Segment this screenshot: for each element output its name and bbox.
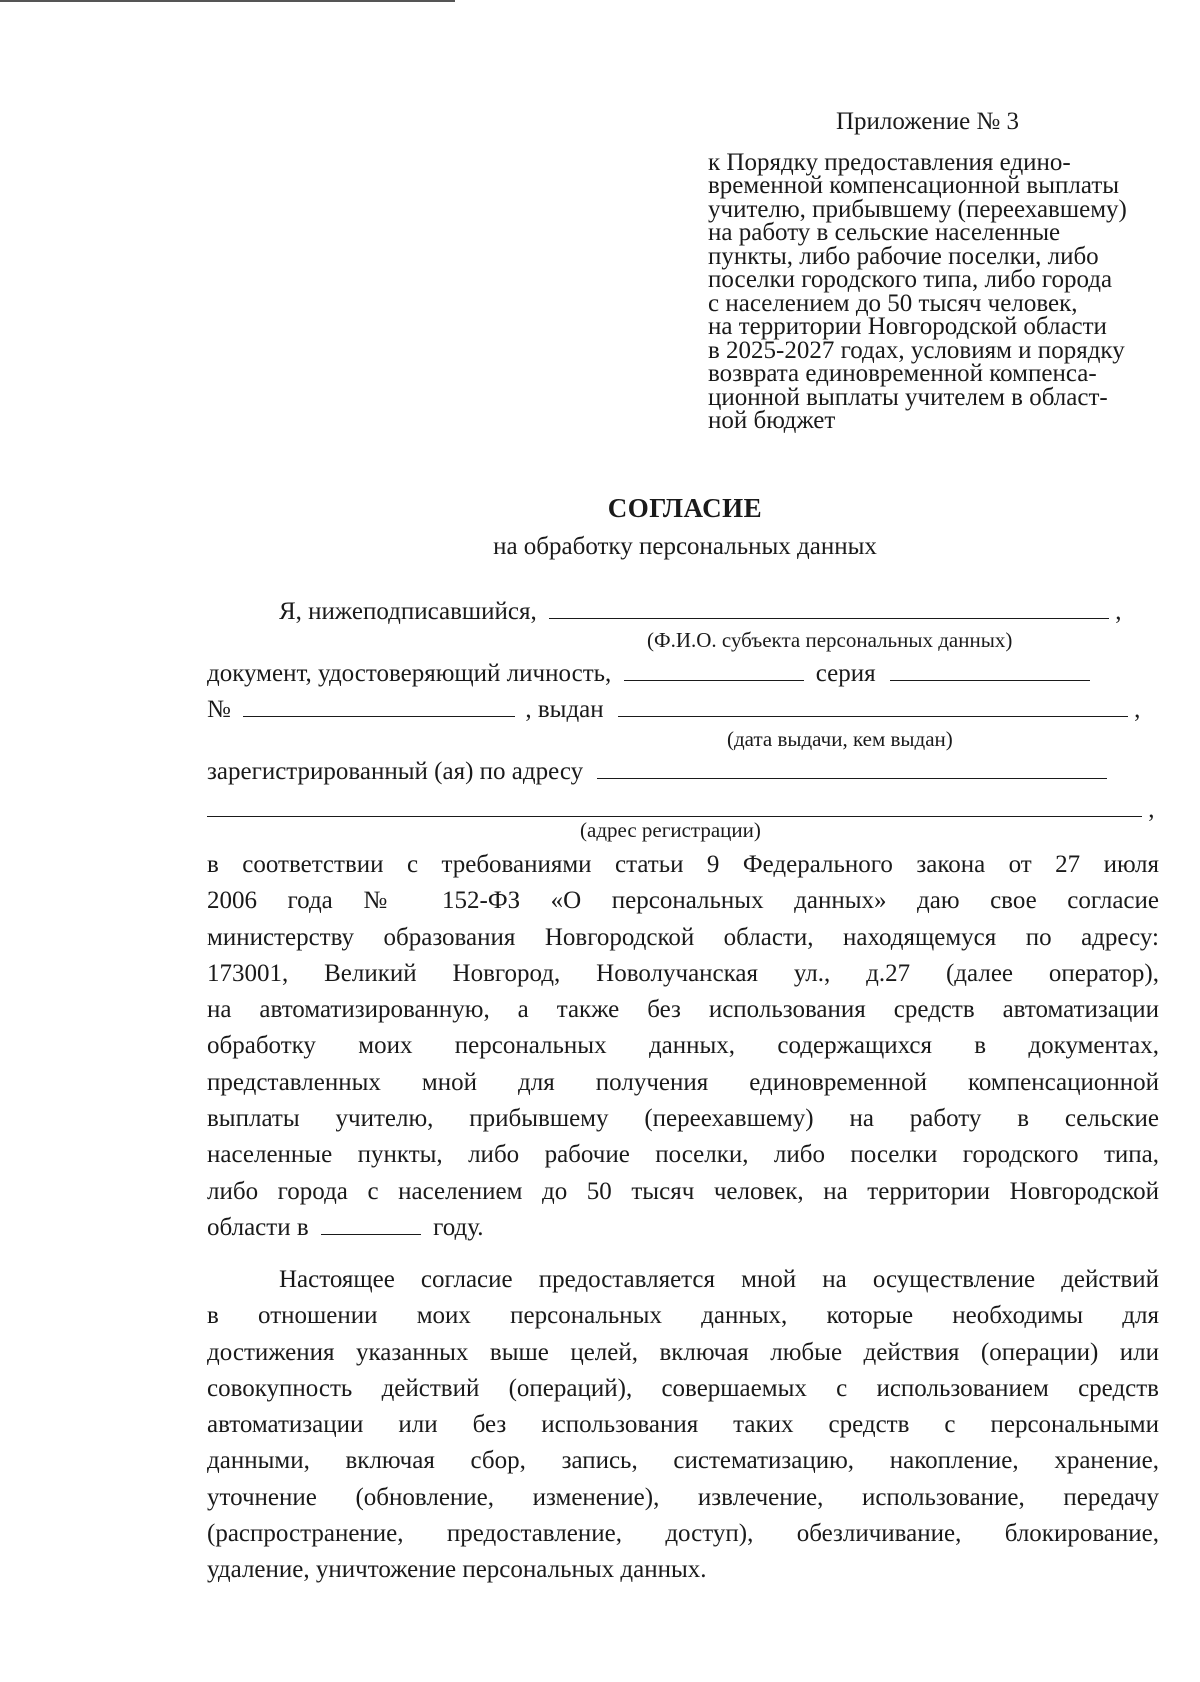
appendix-line: с населением до 50 тысяч человек, <box>708 289 1078 317</box>
intro-label: Я, нижеподписавшийся, <box>279 598 537 625</box>
id-doc-blank[interactable] <box>624 658 804 681</box>
year-prefix: области в <box>207 1213 309 1241</box>
paragraph-line: 2006 года № 152-ФЗ «О персональных данных» даю свое согласие <box>207 887 1159 915</box>
paragraph-line: представленных мной для получения единовременной компенсационной <box>207 1068 1159 1096</box>
issued-caption: (дата выдачи, кем выдан) <box>727 727 953 751</box>
appendix-line: на территории Новгородской области <box>708 313 1107 340</box>
appendix-line: к Порядку предоставления едино- <box>708 148 1071 176</box>
fio-row <box>207 596 1159 626</box>
paragraph-line: либо города с населением до 50 тысяч человек, на территории Новгородской <box>207 1177 1159 1205</box>
issued-blank[interactable] <box>618 694 1128 717</box>
appendix-block <box>708 110 1168 433</box>
paragraph-line: автоматизации или без использования таких средств с персональными <box>207 1411 1159 1439</box>
appendix-line: пункты, либо рабочие поселки, либо <box>708 242 1099 270</box>
number-row <box>207 694 1159 724</box>
document-title: СОГЛАСИЕ <box>607 493 763 523</box>
appendix-line: временной компенсационной выплаты <box>708 172 1120 199</box>
paragraph-line: уточнение (обновление, изменение), извлечение, использование, передачу <box>207 1483 1159 1511</box>
paragraph-line: населенные пункты, либо рабочие поселки, либо поселки городского типа, <box>207 1141 1159 1169</box>
consent-paragraph-1 <box>207 847 1159 1246</box>
issued-comma: , <box>1134 696 1141 723</box>
paragraph-line: (распространение, предоставление, доступ), обезличивание, блокирование, <box>207 1520 1159 1548</box>
number-label: № <box>207 696 231 723</box>
paragraph-line: обработку моих персональных данных, содержащихся в документах, <box>207 1032 1159 1060</box>
paragraph-line: в соответствии с требованиями статьи 9 Федерального закона от 27 июля <box>207 851 1159 878</box>
issued-label: , выдан <box>525 696 604 723</box>
paragraph-last-line <box>207 1210 1159 1246</box>
paragraph-line: совокупность действий (операций), совершаемых с использованием средств <box>207 1374 1159 1402</box>
paragraph-line: достижения указанных выше целей, включая любые действия (операции) или <box>207 1338 1159 1366</box>
document-subtitle: на обработку персональных данных <box>493 533 877 560</box>
registered-label: зарегистрированный (ая) по адресу <box>207 758 584 785</box>
paragraph-line: в отношении моих персональных данных, которые необходимы для <box>207 1302 1159 1330</box>
fio-blank[interactable] <box>549 596 1109 619</box>
paragraph-line: 173001, Великий Новгород, Новолучанская ул., д.27 (далее оператор), <box>207 959 1159 987</box>
paragraph-last-line: удаление, уничтожение персональных данных. <box>207 1556 707 1584</box>
appendix-line: учителю, прибывшему (переехавшему) <box>708 195 1127 223</box>
address-comma: , <box>1148 796 1155 823</box>
paragraph-line: выплаты учителю, прибывшему (переехавшему) на работу в сельские <box>207 1105 1159 1133</box>
fio-comma: , <box>1115 598 1122 625</box>
paragraph-line: данными, включая сбор, запись, систематизацию, накопление, хранение, <box>207 1447 1159 1475</box>
paragraph-line: Настоящее согласие предоставляется мной на осуществление действий <box>279 1266 1159 1293</box>
series-blank[interactable] <box>890 658 1090 681</box>
paragraph-line: на автоматизированную, а также без использования средств автоматизации <box>207 996 1159 1024</box>
year-blank[interactable] <box>321 1212 421 1235</box>
appendix-line: на работу в сельские населенные <box>708 219 1061 246</box>
appendix-line: возврата единовременной компенса- <box>708 360 1097 387</box>
appendix-line: ной бюджет <box>708 407 836 434</box>
address-row <box>207 756 1159 786</box>
address-blank-1[interactable] <box>597 756 1107 779</box>
appendix-line: ционной выплаты учителем в област- <box>708 383 1108 411</box>
number-blank[interactable] <box>243 694 515 717</box>
series-label: серия <box>815 660 876 687</box>
id-doc-row <box>207 658 1159 688</box>
address-blank-2[interactable] <box>207 794 1142 817</box>
consent-paragraph-2 <box>207 1262 1159 1589</box>
appendix-line: поселки городского типа, либо города <box>708 266 1113 293</box>
appendix-line: в 2025-2027 годах, условиям и порядку <box>708 336 1125 364</box>
year-suffix: году. <box>433 1213 484 1241</box>
paragraph-line: министерству образования Новгородской области, находящемуся по адресу: <box>207 923 1159 951</box>
scan-edge-line <box>0 0 455 2</box>
fio-caption: (Ф.И.О. субъекта персональных данных) <box>647 628 1013 652</box>
id-doc-label: документ, удостоверяющий личность, <box>207 660 612 687</box>
appendix-title: Приложение № 3 <box>836 108 1020 135</box>
address-caption: (адрес регистрации) <box>580 818 761 842</box>
